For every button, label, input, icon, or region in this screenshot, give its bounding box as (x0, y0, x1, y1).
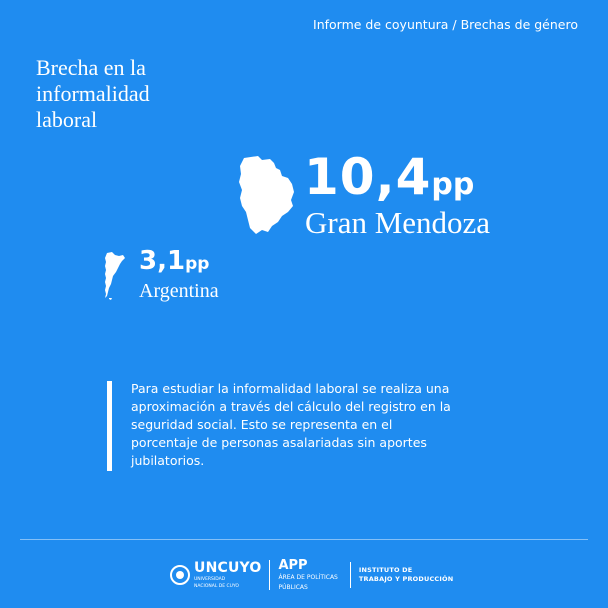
instituto-line-1: INSTITUTO DE (358, 566, 413, 575)
mendoza-label: Gran Mendoza (305, 205, 491, 240)
instituto-line-2: TRABAJO Y PRODUCCIÓN (358, 575, 454, 583)
mendoza-gap-number: 10,4 (304, 148, 432, 206)
mendoza-map-icon (236, 154, 296, 234)
app-name: APP (278, 558, 308, 574)
uncuyo-seal-icon (170, 565, 190, 585)
title-line-2: informalidad (36, 81, 150, 106)
mendoza-gap-unit: pp (431, 167, 475, 202)
logo-separator-2 (350, 562, 351, 588)
page-title (36, 55, 206, 133)
uncuyo-sub-2: NACIONAL DE CUYO (194, 584, 239, 589)
instituto-logo (359, 566, 454, 584)
argentina-gap-value (139, 246, 209, 276)
footer-logos (170, 558, 453, 592)
argentina-map-icon (100, 252, 126, 300)
title-line-3: laboral (36, 107, 98, 132)
description-text: Para estudiar la informalidad laboral se realiza una aproximación a través del cálculo del registro en la seguridad social. Esto se representa en el porcentaje de personas asalariadas sin aportes jubilatorios. (131, 381, 451, 468)
quote-bar (107, 381, 112, 471)
footer-divider (20, 539, 588, 540)
argentina-label: Argentina (139, 280, 219, 302)
argentina-gap-unit: pp (185, 254, 210, 274)
app-logo (278, 559, 337, 590)
app-sub-1: ÁREA DE POLÍTICAS (278, 574, 338, 582)
uncuyo-sub-1: UNIVERSIDAD (194, 576, 226, 582)
title-line-1: Brecha en la (36, 55, 146, 80)
app-sub-2: PÚBLICAS (278, 583, 308, 591)
uncuyo-logo (194, 561, 261, 590)
report-subtitle: Informe de coyuntura / Brechas de género (313, 17, 578, 32)
argentina-gap-number: 3,1 (139, 246, 186, 276)
logo-separator (269, 560, 270, 590)
mendoza-gap-value (304, 148, 474, 206)
uncuyo-name: UNCUYO (194, 559, 262, 576)
